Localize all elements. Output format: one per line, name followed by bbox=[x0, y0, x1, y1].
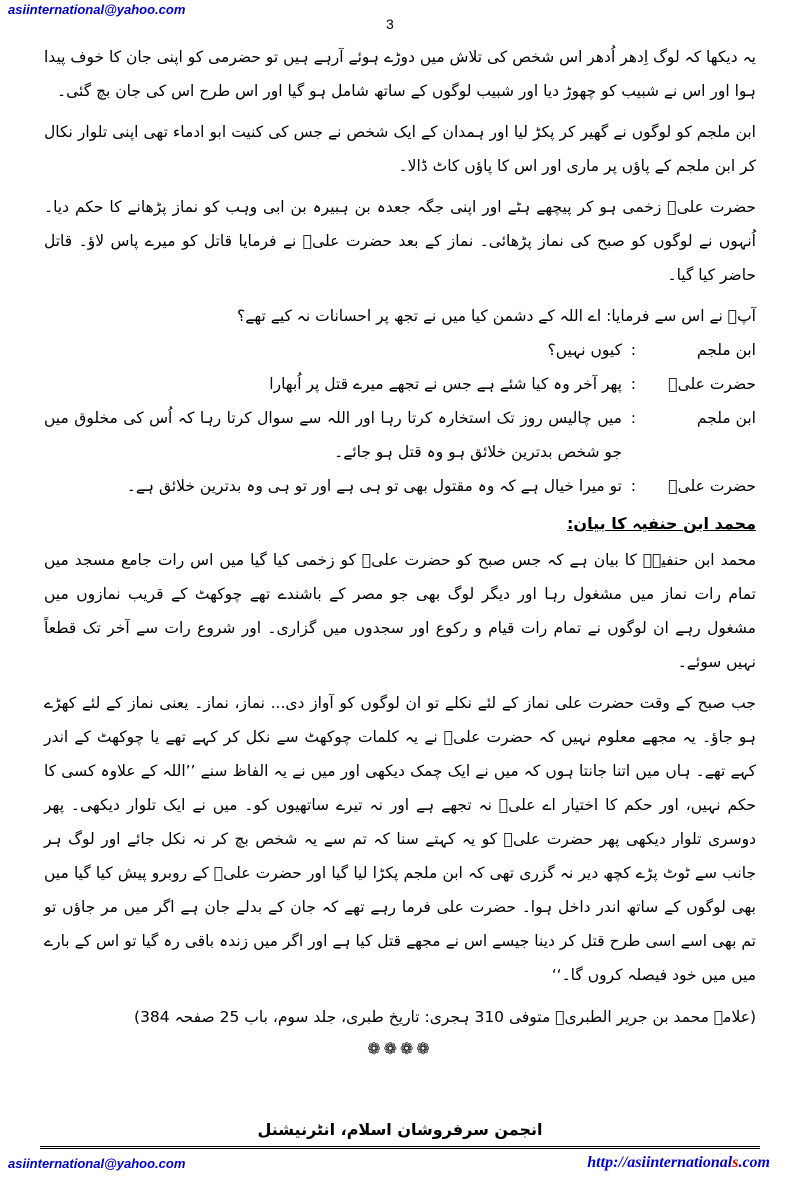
paragraph-6: جب صبح کے وقت حضرت علی نماز کے لئے نکلے تو ان لوگوں کو آواز دی... نماز، نماز۔ یعنی نماز کے لئے کھڑے ہو جاؤ۔ یہ مجھے معلوم نہیں کہ حضرت علیؑ نے یہ کلمات چوکھٹ سے نکل کر کہے تھے یا چوکھٹ کے اندر کہے تھے۔ ہاں میں اتنا جانتا ہوں کہ میں نے ایک چمک دیکھی اور میں نے یہ الفاظ سنے ’’اللہ کے علاوہ کسی کا حکم نہیں، اور حکم کا اختیار اے علیؑ نہ تجھے ہے اور نہ تیرے ساتھیوں کو۔ میں نے ایک تلوار دیکھی۔ پھر دوسری تلوار دیکھی پھر حضرت علیؑ کو یہ کہتے سنا کہ تم سے یہ شخص بچ کر نہ نکل جائے اور لوگ ہر جانب سے ٹوٹ پڑے کچھ دیر نہ گزری تھی کہ ابن ملجم پکڑا لیا گیا اور حضرت علیؑ کے روبرو پیش کیا گیا میں بھی لوگوں کے ساتھ اندر داخل ہوا۔ حضرت علی فرما رہے تھے کہ جان کے بدلے جان ہے اگر میں مر جاؤں تو تم بھی اسے اسی طرح قتل کر دینا جیسے اس نے مجھے قتل کیا ہے اور اگر میں زندہ باقی رہ گیا تو اس کے بارے میں میں خود فیصلہ کروں گا۔‘‘ bbox=[44, 694, 756, 984]
organization-name: انجمن سرفروشان اسلام، انٹرنیشنل bbox=[257, 1120, 543, 1139]
dialog-colon: : bbox=[630, 477, 636, 495]
dialog-colon: : bbox=[630, 409, 636, 427]
dialog-speech: پھر آخر وہ کیا شئے ہے جس نے تجھے میرے قتل پر اُبھارا bbox=[269, 375, 622, 393]
dialog-speaker: حضرت علیؑ bbox=[668, 375, 756, 393]
dialog-speech: تو میرا خیال ہے کہ وہ مقتول بھی تو ہی ہے اور تو ہی وہ بدترین خلائق ہے۔ bbox=[126, 477, 622, 495]
paragraph-1: یہ دیکھا کہ لوگ اِدھر اُدھر اس شخص کی تلاش میں دوڑے ہوئے آرہے ہیں تو حضرمی کو اپنی جان کا خوف پیدا ہوا اور اس نے شبیب کو چھوڑ دیا اور شبیب لوگوں کے ساتھ شامل ہو گیا اور اس طرح اس کی جان بچ گئی۔ bbox=[44, 48, 756, 100]
footer-email[interactable]: asiinternational@yahoo.com bbox=[8, 1156, 186, 1171]
dialog-speaker: ابن ملجم bbox=[696, 409, 756, 427]
page-number: 3 bbox=[386, 16, 394, 32]
document-body bbox=[44, 40, 756, 1060]
header-email[interactable]: asiinternational@yahoo.com bbox=[8, 2, 186, 17]
dialog-speaker: حضرت علیؑ bbox=[668, 477, 756, 495]
dialog-colon: : bbox=[630, 375, 636, 393]
paragraph-5: محمد ابن حنفیہؒ کا بیان ہے کہ جس صبح کو حضرت علیؑ کو زخمی کیا گیا میں اس رات جامع مسجد میں تمام رات نماز میں مشغول رہا اور دیگر لوگ بھی جو مصر کے باشندے تھے چوکھٹ کے قریب نمازوں میں مشغول رہے ان لوگوں نے تمام رات قیام و رکوع اور سجدوں میں گزاری۔ اور شروع رات سے آخر تک قطعاً نہیں سوئے۔ bbox=[44, 551, 756, 671]
footer-url-link[interactable] bbox=[587, 1154, 770, 1172]
footer-divider bbox=[40, 1146, 760, 1149]
dialog-speech: میں چالیس روز تک استخارہ کرتا رہا اور اللہ سے سوال کرتا رہا کہ اُس کی مخلوق میں جو شخص بدترین خلائق ہو وہ قتل ہو جائے۔ bbox=[44, 409, 622, 461]
url-part: .com bbox=[738, 1154, 770, 1171]
url-highlight: s bbox=[732, 1154, 739, 1171]
dialog-speaker: ابن ملجم bbox=[696, 341, 756, 359]
dialog-row bbox=[44, 333, 756, 367]
dialog-speech: کیوں نہیں؟ bbox=[547, 341, 622, 359]
dialog-row bbox=[44, 367, 756, 401]
ornament-divider: ❁❁❁❁ bbox=[367, 1039, 433, 1058]
paragraph-4: آپؑ نے اس سے فرمایا: اے اللہ کے دشمن کیا میں نے تجھ پر احسانات نہ کیے تھے؟ bbox=[237, 307, 756, 325]
paragraph-2: ابن ملجم کو لوگوں نے گھیر کر پکڑ لیا اور ہمدان کے ایک شخص نے جس کی کنیت ابو ادماء تھی اپنی تلوار نکال کر ابن ملجم کے پاؤں پر ماری اور اس کا پاؤں کاٹ ڈالا۔ bbox=[44, 123, 756, 175]
url-part: http://asiinternational bbox=[587, 1154, 733, 1171]
citation: (علامہ محمد بن جریر الطبریؒ متوفی 310 ہجری: تاریخ طبری، جلد سوم، باب 25 صفحہ 384) bbox=[134, 1008, 756, 1026]
section-heading: محمد ابن حنفیہ کا بیان: bbox=[567, 514, 756, 533]
dialog-colon: : bbox=[630, 341, 636, 359]
paragraph-3: حضرت علیؑ زخمی ہو کر پیچھے ہٹے اور اپنی جگہ جعدہ بن ہبیرہ بن ابی وہب کو نماز پڑھانے کا حکم دیا۔ اُنہوں نے لوگوں کو صبح کی نماز پڑھائی۔ نماز کے بعد حضرت علیؑ نے فرمایا قاتل کو میرے پاس لاؤ۔ قاتل حاضر کیا گیا۔ bbox=[44, 198, 756, 284]
dialog-row bbox=[44, 401, 756, 469]
dialog-row bbox=[44, 469, 756, 503]
